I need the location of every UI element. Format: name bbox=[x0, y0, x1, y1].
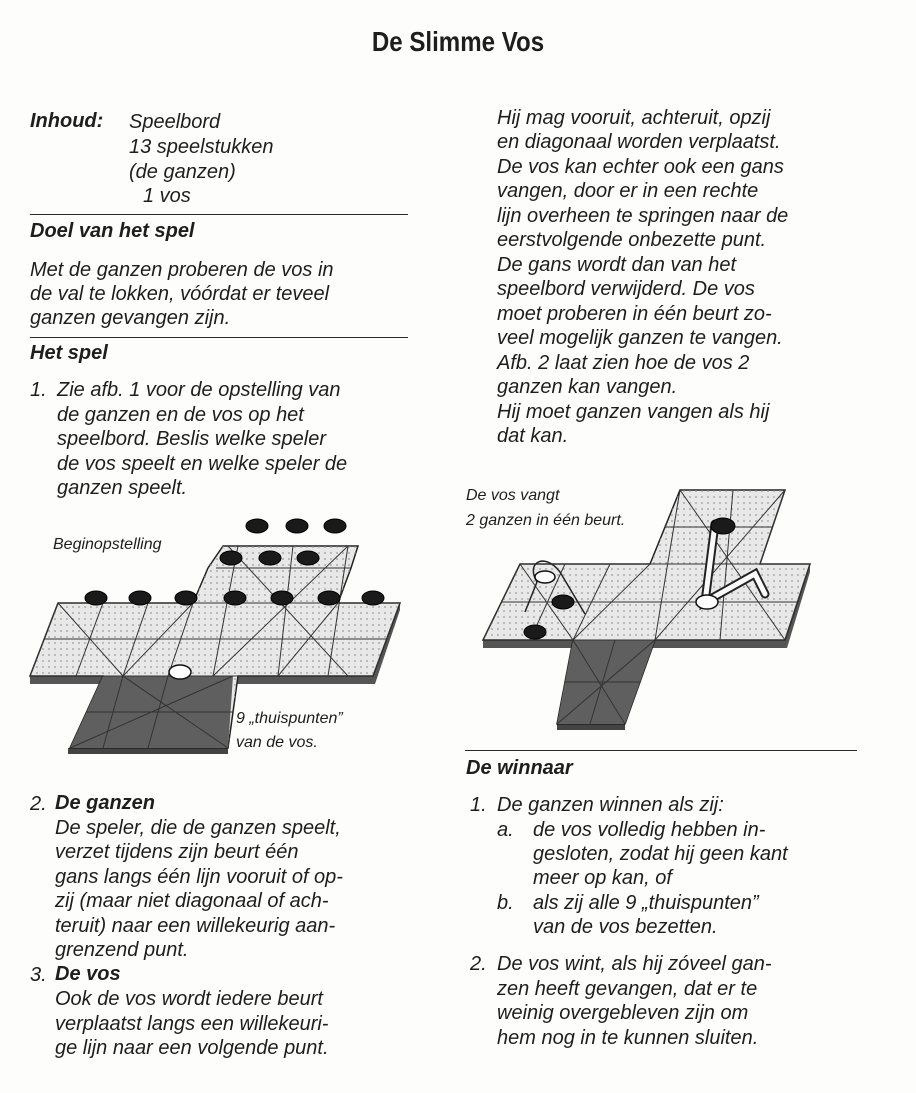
fox-text-line: Ook de vos wordt iedere beurt bbox=[55, 988, 323, 1010]
geese-text-line: gans langs één lijn vooruit of op- bbox=[55, 866, 343, 888]
contents-label: Inhoud: bbox=[30, 110, 104, 132]
list-number: 1. bbox=[470, 794, 487, 816]
geese-text-line: teruit) naar een willekeurig aan- bbox=[55, 915, 336, 937]
fox-text-line: vangen, door er in een rechte bbox=[497, 180, 759, 202]
figure1-caption: Beginopstelling bbox=[53, 536, 162, 553]
goal-heading: Doel van het spel bbox=[30, 220, 195, 242]
fox-text-line: ge lijn naar een volgende punt. bbox=[55, 1037, 329, 1059]
game-text-line: ganzen speelt. bbox=[57, 477, 188, 499]
fox-text-line: dat kan. bbox=[497, 425, 569, 447]
fox-text-line: eerstvolgende onbezette punt. bbox=[497, 229, 767, 251]
geese-text-line: grenzend punt. bbox=[55, 939, 189, 961]
list-number: 1. bbox=[30, 379, 47, 401]
game-text-line: speelbord. Beslis welke speler bbox=[57, 428, 327, 450]
board-illustration-start bbox=[28, 508, 408, 758]
winner-text-line: hem nog in te kunnen sluiten. bbox=[497, 1027, 759, 1049]
fox-text-line: veel mogelijk ganzen te vangen. bbox=[497, 327, 783, 349]
figure2-caption: 2 ganzen in één beurt. bbox=[466, 512, 626, 529]
divider bbox=[465, 750, 857, 751]
geese-heading: De ganzen bbox=[55, 792, 156, 814]
goal-text-line: Met de ganzen proberen de vos in bbox=[30, 259, 334, 281]
fox-text-line: De vos kan echter ook een gans bbox=[497, 156, 784, 178]
figure1-note: 9 „thuispunten” bbox=[236, 710, 343, 727]
geese-text-line: zij (maar niet diagonaal of ach- bbox=[55, 890, 329, 912]
figure2-caption: De vos vangt bbox=[466, 487, 560, 504]
page-title: De Slimme Vos bbox=[371, 26, 545, 57]
list-number: 2. bbox=[470, 953, 487, 975]
winner-text-line: weinig overgebleven zijn om bbox=[497, 1002, 749, 1024]
fox-text-line: Hij moet ganzen vangen als hij bbox=[497, 401, 770, 423]
game-text-line: Zie afb. 1 voor de opstelling van bbox=[57, 379, 341, 401]
fox-text-line: speelbord verwijderd. De vos bbox=[497, 278, 755, 300]
winner-text-line: als zij alle 9 „thuispunten” bbox=[533, 892, 759, 914]
figure1-note: van de vos. bbox=[236, 734, 318, 751]
contents-item: (de ganzen) bbox=[129, 161, 236, 183]
board-illustration-capture bbox=[465, 482, 830, 732]
divider bbox=[30, 214, 408, 215]
contents-item: 13 speelstukken bbox=[129, 136, 274, 158]
game-text-line: de ganzen en de vos op het bbox=[57, 404, 304, 426]
fox-text-line: Afb. 2 laat zien hoe de vos 2 bbox=[497, 352, 750, 374]
contents-item: 1 vos bbox=[143, 185, 191, 207]
goal-text-line: de val te lokken, vóórdat er teveel bbox=[30, 283, 330, 305]
contents-item: Speelbord bbox=[129, 111, 221, 133]
winner-text-line: zen heeft gevangen, dat er te bbox=[497, 978, 758, 1000]
winner-text-line: van de vos bezetten. bbox=[533, 916, 718, 938]
winner-heading: De winnaar bbox=[466, 757, 573, 779]
list-marker: b. bbox=[497, 892, 514, 914]
divider bbox=[30, 337, 408, 338]
geese-text-line: verzet tijdens zijn beurt één bbox=[55, 841, 299, 863]
goal-text-line: ganzen gevangen zijn. bbox=[30, 307, 231, 329]
fox-text-line: lijn overheen te springen naar de bbox=[497, 205, 789, 227]
winner-text-line: gesloten, zodat hij geen kant bbox=[533, 843, 788, 865]
winner-text-line: De vos wint, als hij zóveel gan- bbox=[497, 953, 772, 975]
list-marker: a. bbox=[497, 819, 514, 841]
geese-text-line: De speler, die de ganzen speelt, bbox=[55, 817, 341, 839]
winner-text-line: De ganzen winnen als zij: bbox=[497, 794, 724, 816]
winner-text-line: de vos volledig hebben in- bbox=[533, 819, 766, 841]
fox-text-line: en diagonaal worden verplaatst. bbox=[497, 131, 781, 153]
fox-text-line: Hij mag vooruit, achteruit, opzij bbox=[497, 107, 771, 129]
game-text-line: de vos speelt en welke speler de bbox=[57, 453, 348, 475]
fox-text-line: moet proberen in één beurt zo- bbox=[497, 303, 772, 325]
fox-heading: De vos bbox=[55, 963, 121, 985]
fox-text-line: De gans wordt dan van het bbox=[497, 254, 737, 276]
list-number: 2. bbox=[30, 793, 47, 815]
fox-text-line: ganzen kan vangen. bbox=[497, 376, 678, 398]
fox-text-line: verplaatst langs een willekeuri- bbox=[55, 1013, 329, 1035]
winner-text-line: meer op kan, of bbox=[533, 867, 672, 889]
game-heading: Het spel bbox=[30, 342, 108, 364]
list-number: 3. bbox=[30, 964, 47, 986]
